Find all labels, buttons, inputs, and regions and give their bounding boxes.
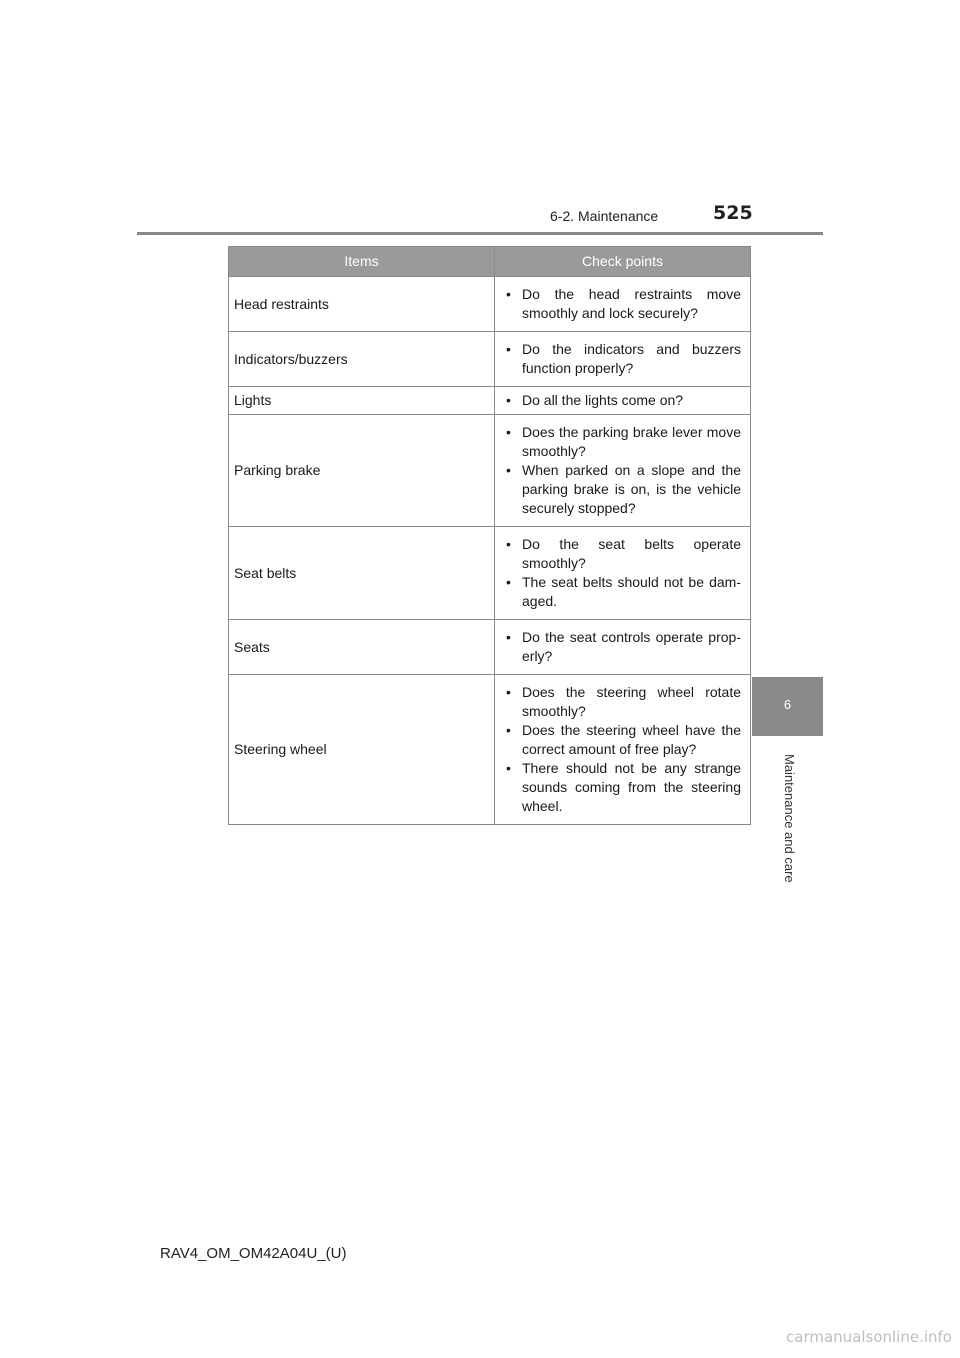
row-checks <box>495 332 751 387</box>
document-code: RAV4_OM_OM42A04U_(U) <box>160 1245 347 1262</box>
table-header-row <box>229 247 751 277</box>
row-checks <box>495 620 751 675</box>
row-checks <box>495 675 751 825</box>
row-checks <box>495 527 751 620</box>
check-point: • Does the steering wheel rotate smoothly? <box>505 683 741 721</box>
table-row <box>229 675 751 825</box>
chapter-tab <box>752 677 823 736</box>
check-point: • There should not be any strange sounds coming from the steering wheel. <box>505 759 741 816</box>
row-checks <box>495 277 751 332</box>
chapter-number: 6 <box>783 697 792 712</box>
row-item: Seats <box>229 620 495 675</box>
header-check-points: Check points <box>495 247 751 277</box>
table-row <box>229 415 751 527</box>
check-point: • Do the seat controls operate prop-erly? <box>505 628 741 666</box>
row-checks <box>495 415 751 527</box>
check-point: • Does the parking brake lever move smoothly? <box>505 423 741 461</box>
header-divider <box>137 232 823 235</box>
page-number: 525 <box>713 202 753 224</box>
table-row <box>229 387 751 415</box>
check-point: • Do the head restraints move smoothly and lock securely? <box>505 285 741 323</box>
row-item: Parking brake <box>229 415 495 527</box>
table-row <box>229 332 751 387</box>
table-row <box>229 277 751 332</box>
watermark: carmanualsonline.info <box>786 1328 952 1346</box>
check-point: • The seat belts should not be dam-aged. <box>505 573 741 611</box>
header-items: Items <box>229 247 495 277</box>
section-title: 6-2. Maintenance <box>550 208 659 224</box>
check-point: • Do the seat belts operate smoothly? <box>505 535 741 573</box>
table-row <box>229 620 751 675</box>
table-row <box>229 527 751 620</box>
row-item: Head restraints <box>229 277 495 332</box>
check-table <box>228 246 751 825</box>
row-checks <box>495 387 751 415</box>
row-item: Steering wheel <box>229 675 495 825</box>
row-item: Seat belts <box>229 527 495 620</box>
chapter-title: Maintenance and care <box>782 753 797 883</box>
check-point: • When parked on a slope and the parking brake is on, is the vehicle securely stopped? <box>505 461 741 518</box>
check-point: • Do all the lights come on? <box>505 391 741 410</box>
row-item: Indicators/buzzers <box>229 332 495 387</box>
check-point: • Does the steering wheel have the correct amount of free play? <box>505 721 741 759</box>
check-point: • Do the indicators and buzzers function properly? <box>505 340 741 378</box>
row-item: Lights <box>229 387 495 415</box>
